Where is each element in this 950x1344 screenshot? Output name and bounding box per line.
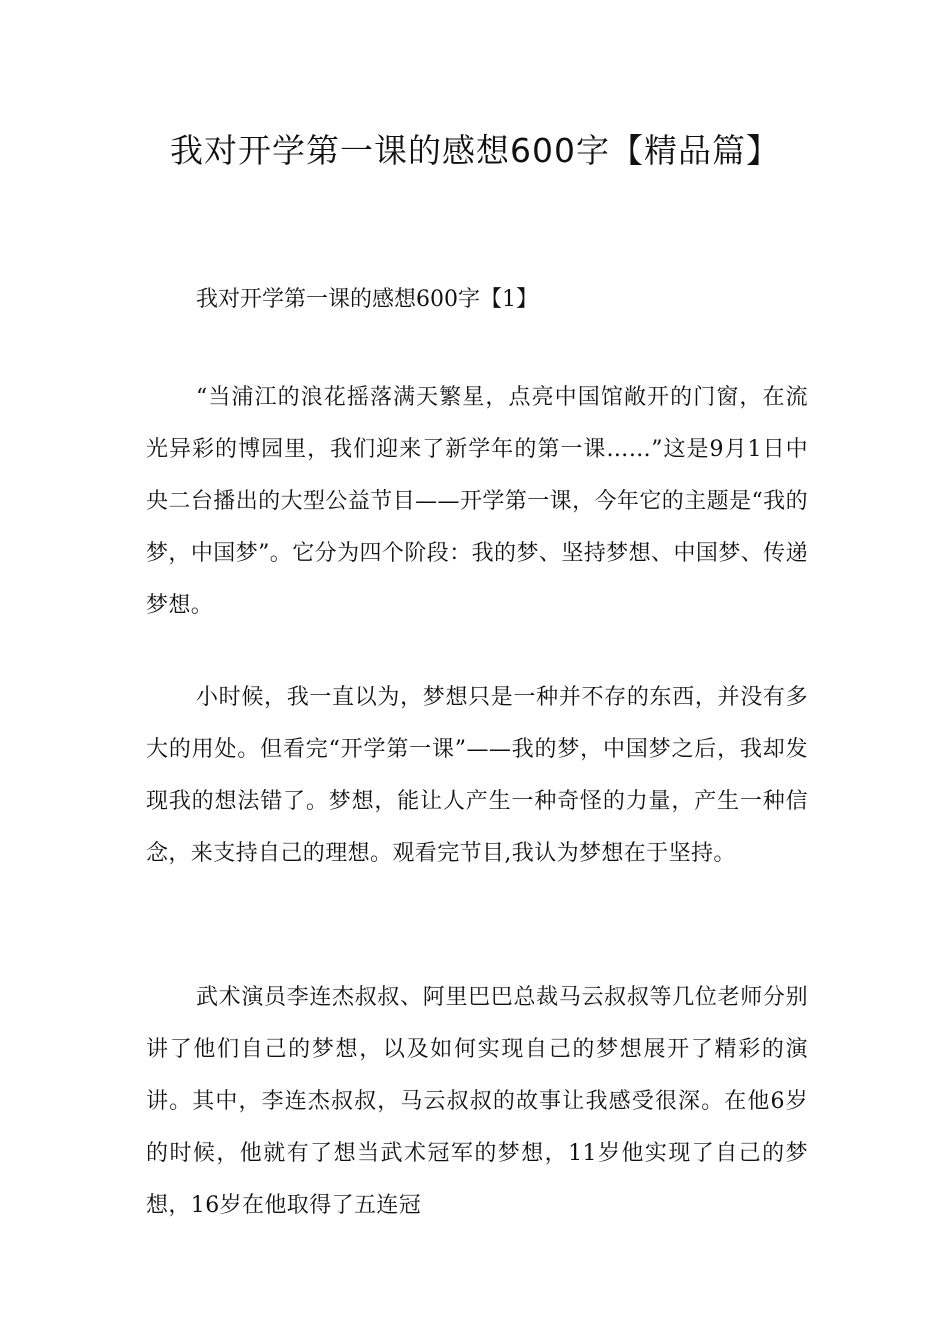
paragraph-3: 武术演员李连杰叔叔、阿里巴巴总裁马云叔叔等几位老师分别讲了他们自己的梦想，以及如何实现自己的梦想展开了精彩的演讲。其中，李连杰叔叔，马云叔叔的故事让我感受很深。在他6岁的时候，他就有了想当武术冠军的梦想，11岁他实现了自己的梦想，16岁在他取得了五连冠 xyxy=(146,985,808,1218)
section-heading: 我对开学第一课的感想600字【1】 xyxy=(196,287,538,312)
paragraph-2: 小时候，我一直以为，梦想只是一种并不存的东西，并没有多大的用处。但看完“开学第一课”——我的梦，中国梦之后，我却发现我的想法错了。梦想，能让人产生一种奇怪的力量，产生一种信念，来支持自己的理想。观看完节目,我认为梦想在于坚持。 xyxy=(146,685,808,866)
document-title: 我对开学第一课的感想600字【精品篇】 xyxy=(170,131,780,170)
paragraph-1: “当浦江的浪花摇落满天繁星，点亮中国馆敞开的门窗，在流光异彩的博园里，我们迎来了新学年的第一课……”这是9月1日中央二台播出的大型公益节目——开学第一课，今年它的主题是“我的梦，中国梦”。它分为四个阶段：我的梦、坚持梦想、中国梦、传递梦想。 xyxy=(146,385,808,618)
